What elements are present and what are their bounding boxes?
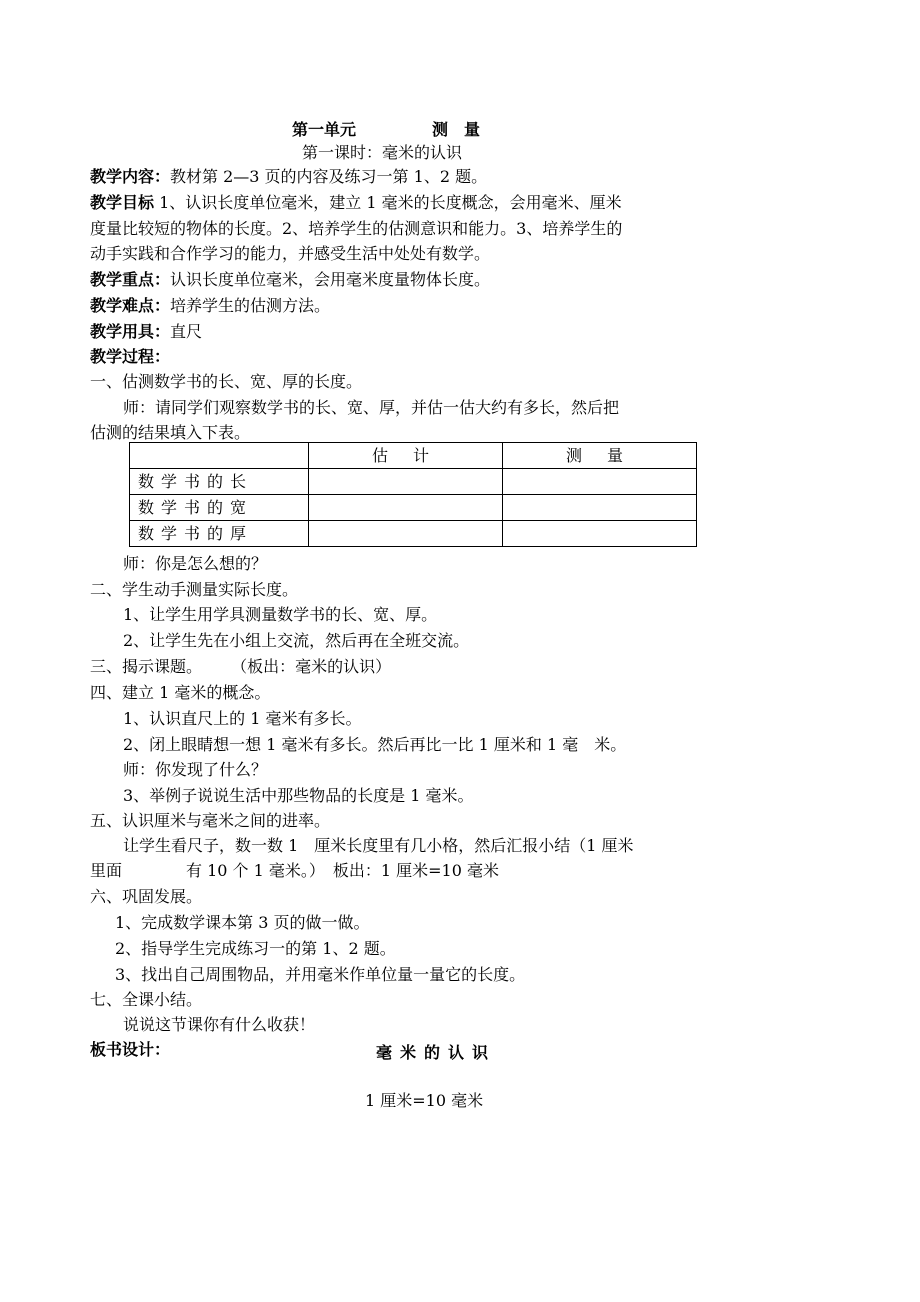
field-text: 度量比较短的物体的长度。2、培养学生的估测意识和能力。3、培养学生的 <box>90 219 623 238</box>
field-text: 培养学生的估测方法。 <box>170 296 331 315</box>
section-heading: 三、揭示课题。 （板出：毫米的认识） <box>90 657 392 676</box>
table-row <box>130 521 697 547</box>
field-text: 动手实践和合作学习的能力，并感受生活中处处有数学。 <box>90 244 491 263</box>
field-text: 认识长度单位毫米，会用毫米度量物体长度。 <box>170 270 491 289</box>
paragraph-line: 师：你是怎么想的？ <box>123 554 268 573</box>
estimation-table <box>129 442 697 547</box>
board-title: 毫米的认识 <box>376 1043 497 1062</box>
unit-label: 第一单元 <box>292 120 357 139</box>
lesson-title: 第一课时：毫米的认识 <box>302 143 463 162</box>
field-tools <box>90 322 202 342</box>
board-label: 板书设计： <box>90 1040 171 1059</box>
paragraph-line: 2、让学生先在小组上交流，然后再在全班交流。 <box>123 631 470 650</box>
paragraph-line: 1、认识直尺上的 1 毫米有多长。 <box>123 709 362 728</box>
paragraph-line: 1、完成数学课本第 3 页的做一做。 <box>115 913 370 932</box>
board-content: 1 厘米=10 毫米 <box>365 1091 484 1110</box>
table-row-label: 数学书的宽 <box>130 495 309 521</box>
paragraph-line: 里面 有 10 个 1 毫米。） 板出：1 厘米=10 毫米 <box>90 861 500 880</box>
table-cell <box>503 521 697 547</box>
table-cell <box>309 469 503 495</box>
table-row <box>130 495 697 521</box>
field-label: 教学内容： <box>90 167 171 186</box>
table-header-cell: 测 量 <box>503 443 697 469</box>
field-label: 教学用具： <box>90 322 171 341</box>
paragraph-line: 3、举例子说说生活中那些物品的长度是 1 毫米。 <box>123 786 474 805</box>
paragraph-line: 说说这节课你有什么收获！ <box>123 1015 316 1034</box>
paragraph-line: 2、指导学生完成练习一的第 1、2 题。 <box>115 939 396 958</box>
table-header-row <box>130 443 697 469</box>
field-text: 1、认识长度单位毫米，建立 1 毫米的长度概念，会用毫米、厘米 <box>154 193 622 212</box>
field-label: 教学目标 <box>90 193 155 212</box>
table-row-label: 数学书的长 <box>130 469 309 495</box>
paragraph-line: 师：你发现了什么？ <box>123 760 268 779</box>
table-cell <box>503 495 697 521</box>
field-content <box>90 167 487 187</box>
field-label: 教学重点： <box>90 270 171 289</box>
field-difficulties <box>90 296 330 316</box>
section-heading: 四、建立 1 毫米的概念。 <box>90 683 271 702</box>
table-cell <box>309 495 503 521</box>
paragraph-line: 1、让学生用学具测量数学书的长、宽、厚。 <box>123 605 438 624</box>
field-text: 直尺 <box>170 322 203 341</box>
table-row-label: 数学书的厚 <box>130 521 309 547</box>
section-heading: 二、学生动手测量实际长度。 <box>90 580 299 599</box>
section-heading: 七、全课小结。 <box>90 990 203 1009</box>
paragraph-line: 3、找出自己周围物品，并用毫米作单位量一量它的长度。 <box>115 965 526 984</box>
table-row <box>130 469 697 495</box>
paragraph-line: 估测的结果填入下表。 <box>90 423 251 442</box>
unit-name: 测 量 <box>432 120 481 139</box>
field-label: 教学难点： <box>90 296 171 315</box>
field-goals <box>90 193 622 213</box>
paragraph-line: 2、闭上眼睛想一想 1 毫米有多长。然后再比一比 1 厘米和 1 毫 米。 <box>123 735 627 754</box>
field-text: 教材第 2—3 页的内容及练习一第 1、2 题。 <box>170 167 488 186</box>
paragraph-line: 师：请同学们观察数学书的长、宽、厚，并估一估大约有多长，然后把 <box>123 398 620 417</box>
section-heading: 六、巩固发展。 <box>90 887 203 906</box>
table-header-cell <box>130 443 309 469</box>
field-process-label: 教学过程： <box>90 347 171 366</box>
section-heading: 一、估测数学书的长、宽、厚的长度。 <box>90 372 363 391</box>
table-cell <box>309 521 503 547</box>
table-header-cell: 估 计 <box>309 443 503 469</box>
section-heading: 五、认识厘米与毫米之间的进率。 <box>90 811 331 830</box>
field-key-points <box>90 270 490 290</box>
paragraph-line: 让学生看尺子，数一数 1 厘米长度里有几小格，然后汇报小结（1 厘米 <box>123 836 634 855</box>
table-cell <box>503 469 697 495</box>
